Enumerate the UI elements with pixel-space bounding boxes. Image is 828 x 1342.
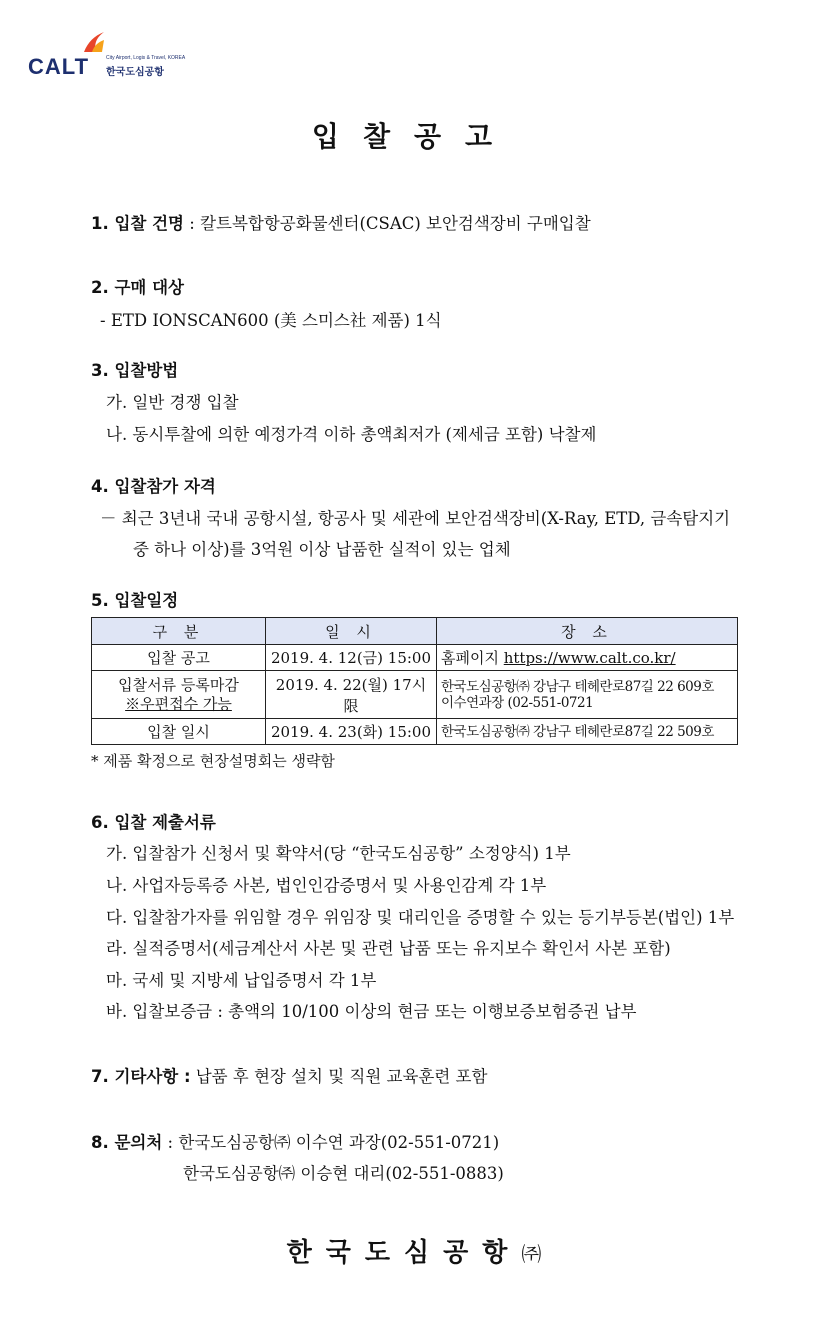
section-label: 8. 문의처 xyxy=(91,1133,163,1152)
header-place: 장 소 xyxy=(437,618,738,645)
list-item: 다. 입찰참가자를 위임할 경우 위임장 및 대리인을 증명할 수 있는 등기부등본(법인) 1부 xyxy=(106,908,735,927)
table-row xyxy=(92,671,738,719)
page-title: 입찰공고 xyxy=(311,120,517,153)
list-item: 중 하나 이상)를 3억원 이상 납품한 실적이 있는 업체 xyxy=(133,540,511,559)
header-date: 일 시 xyxy=(266,618,437,645)
company-logo xyxy=(28,32,188,82)
logo-tagline: City Airport, Logis & Travel, KOREA xyxy=(106,55,186,61)
type-text: 입찰서류 등록마감 xyxy=(118,675,239,694)
list-item: 바. 입찰보증금 : 총액의 10/100 이상의 현금 또는 이행보증보험증권 납부 xyxy=(106,1002,637,1021)
section-label: 1. 입찰 건명 xyxy=(91,214,184,233)
cell-date: 2019. 4. 22(월) 17시限 xyxy=(266,671,437,719)
section-4-label: 4. 입찰참가 자격 xyxy=(91,477,216,496)
schedule-table xyxy=(91,617,738,745)
list-item: 라. 실적증명서(세금계산서 사본 및 관련 납품 또는 유지보수 확인서 사본 포함) xyxy=(106,939,671,958)
list-item: 마. 국세 및 지방세 납입증명서 각 1부 xyxy=(106,971,377,990)
place-line: 한국도심공항㈜ 강남구 테헤란로87길 22 609호 xyxy=(441,678,714,695)
homepage-link[interactable]: https://www.calt.co.kr/ xyxy=(503,649,676,667)
section-1 xyxy=(91,210,591,234)
cell-date: 2019. 4. 23(화) 15:00 xyxy=(266,719,437,745)
section-8 xyxy=(91,1129,499,1153)
cell-type: 입찰 공고 xyxy=(92,645,266,671)
list-item: － 최근 3년내 국내 공항시설, 항공사 및 세관에 보안검색장비(X-Ray, ETD, 금속탐지기 xyxy=(100,509,731,528)
section-6-label: 6. 입찰 제출서류 xyxy=(91,813,216,832)
header-type: 구 분 xyxy=(92,618,266,645)
footer-name: 한국도심공항 xyxy=(286,1238,522,1268)
section-2-label: 2. 구매 대상 xyxy=(91,278,184,297)
separator: : xyxy=(184,214,201,233)
section-3-label: 3. 입찰방법 xyxy=(91,361,179,380)
place-prefix: 홈페이지 xyxy=(441,649,504,667)
cell-place xyxy=(437,671,738,719)
list-item: 나. 동시투찰에 의한 예정가격 이하 총액최저가 (제세금 포함) 낙찰제 xyxy=(106,425,597,444)
section-label: 7. 기타사항 : xyxy=(91,1067,191,1086)
list-item: - ETD IONSCAN600 (美 스미스社 제품) 1식 xyxy=(100,311,442,330)
logo-name: 한국도심공항 xyxy=(106,67,164,78)
table-header-row xyxy=(92,618,738,645)
footer-suffix: ㈜ xyxy=(521,1242,542,1266)
cell-place xyxy=(437,645,738,671)
list-item: 가. 일반 경쟁 입찰 xyxy=(106,393,239,412)
flame-logo-icon xyxy=(82,32,106,54)
list-item: 가. 입찰참가 신청서 및 확약서(당 “한국도심공항” 소정양식) 1부 xyxy=(106,844,571,863)
logo-brand: CALT xyxy=(28,54,90,79)
cell-type: 입찰 일시 xyxy=(92,719,266,745)
cell-date: 2019. 4. 12(금) 15:00 xyxy=(266,645,437,671)
type-note: ※우편접수 가능 xyxy=(125,694,232,713)
contact: 한국도심공항㈜ 이승현 대리(02-551-0883) xyxy=(183,1164,504,1183)
table-row xyxy=(92,645,738,671)
section-text: 납품 후 현장 설치 및 직원 교육훈련 포함 xyxy=(195,1067,488,1086)
company-name-footer xyxy=(0,1232,828,1269)
place-line: 이수연과장 (02-551-0721 xyxy=(441,694,594,711)
cell-place: 한국도심공항㈜ 강남구 테헤란로87길 22 509호 xyxy=(437,719,738,745)
section-text: 칼트복합항공화물센터(CSAC) 보안검색장비 구매입찰 xyxy=(200,214,591,233)
table-row xyxy=(92,719,738,745)
section-7 xyxy=(91,1063,487,1087)
separator: : xyxy=(162,1133,179,1152)
table-note: * 제품 확정으로 현장설명회는 생략함 xyxy=(91,752,335,770)
cell-type xyxy=(92,671,266,719)
section-5-label: 5. 입찰일정 xyxy=(91,591,179,610)
list-item: 나. 사업자등록증 사본, 법인인감증명서 및 사용인감계 각 1부 xyxy=(106,876,547,895)
contact: 한국도심공항㈜ 이수연 과장(02-551-0721) xyxy=(178,1133,500,1152)
